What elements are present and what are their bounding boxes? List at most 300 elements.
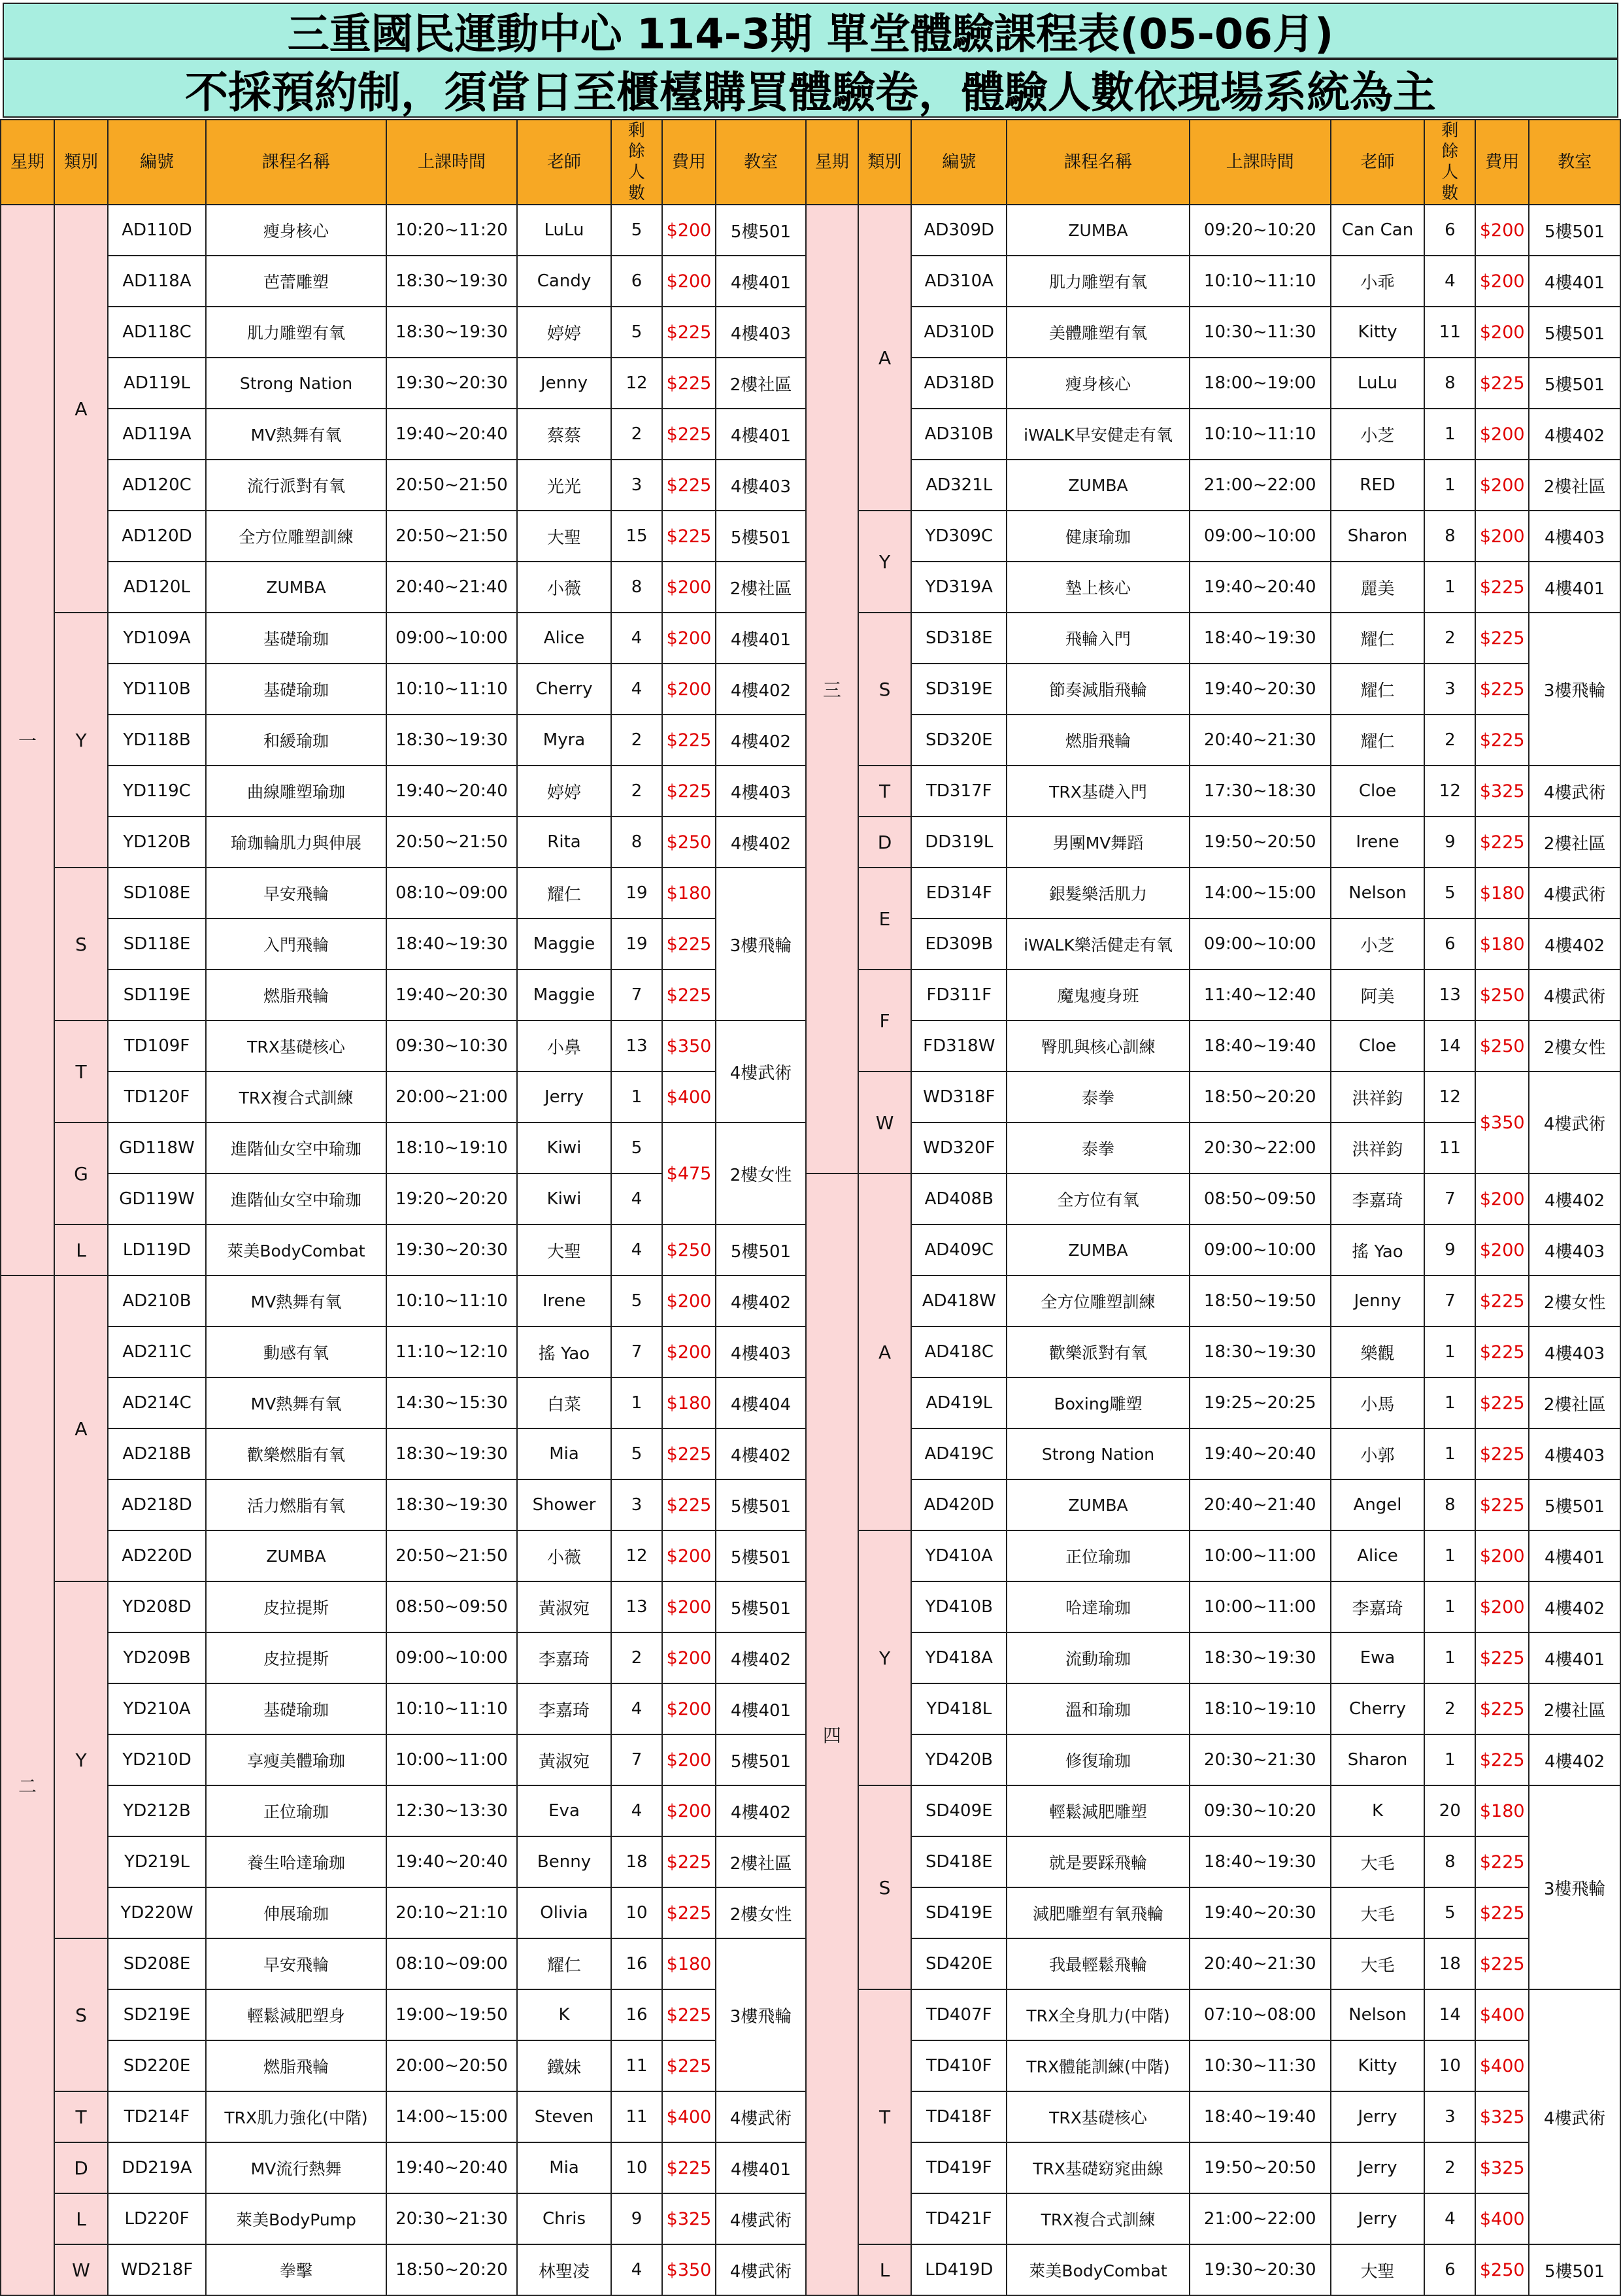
table-row xyxy=(1,868,806,919)
remaining-seats: 11 xyxy=(611,2040,662,2091)
course-name: iWALK樂活健走有氧 xyxy=(1007,919,1190,970)
fee-cell: $200 xyxy=(1475,460,1529,511)
fee-cell: $400 xyxy=(1475,1989,1529,2040)
course-name: TRX複合式訓練 xyxy=(206,1072,386,1123)
course-time: 09:30~10:30 xyxy=(386,1021,517,1072)
course-code: TD109F xyxy=(108,1021,206,1072)
table-row xyxy=(806,409,1620,460)
room-cell: 4樓402 xyxy=(1529,1734,1620,1785)
page-subtitle: 不採預約制，須當日至櫃檯購買體驗卷，體驗人數依現場系統為主 xyxy=(3,59,1618,118)
course-code: AD214C xyxy=(108,1377,206,1428)
fee-cell: $400 xyxy=(1475,2040,1529,2091)
fee-cell: $225 xyxy=(662,1887,716,1938)
course-time: 14:00~15:00 xyxy=(1190,868,1331,919)
room-cell: 5樓501 xyxy=(716,1530,806,1581)
table-row xyxy=(1,664,806,715)
course-code: SD319E xyxy=(911,664,1007,715)
course-time: 10:10~11:10 xyxy=(386,1683,517,1734)
category-cell: F xyxy=(858,970,912,1072)
table-row xyxy=(806,868,1620,919)
table-row xyxy=(806,817,1620,868)
remaining-seats: 4 xyxy=(611,1683,662,1734)
course-code: AD119A xyxy=(108,409,206,460)
remaining-seats: 8 xyxy=(611,562,662,613)
table-row xyxy=(1,1326,806,1377)
course-name: 正位瑜珈 xyxy=(206,1785,386,1836)
course-name: 早安飛輪 xyxy=(206,1938,386,1989)
course-code: YD418A xyxy=(911,1632,1007,1683)
table-row xyxy=(806,664,1620,715)
course-code: ED309B xyxy=(911,919,1007,970)
course-time: 19:50~20:50 xyxy=(1190,2142,1331,2193)
teacher-name: Kitty xyxy=(1331,2040,1425,2091)
weekday-cell: 三 xyxy=(806,205,858,1173)
remaining-seats: 18 xyxy=(611,1836,662,1887)
course-time: 20:00~21:00 xyxy=(386,1072,517,1123)
course-code: SD118E xyxy=(108,919,206,970)
course-name: 修復瑜珈 xyxy=(1007,1734,1190,1785)
teacher-name: Cherry xyxy=(517,664,611,715)
course-time: 09:20~10:20 xyxy=(1190,205,1331,256)
table-row xyxy=(1,919,806,970)
table-row xyxy=(1,1989,806,2040)
course-code: TD317F xyxy=(911,766,1007,817)
category-cell: A xyxy=(54,205,108,613)
page-title: 三重國民運動中心 114-3期 單堂體驗課程表(05-06月) xyxy=(3,3,1618,59)
course-code: SD220E xyxy=(108,2040,206,2091)
course-name: 我最輕鬆飛輪 xyxy=(1007,1938,1190,1989)
category-cell: Y xyxy=(54,1581,108,1938)
course-code: AD218D xyxy=(108,1479,206,1530)
teacher-name: 大聖 xyxy=(517,511,611,562)
course-time: 20:50~21:50 xyxy=(386,511,517,562)
room-cell: 4樓402 xyxy=(716,1785,806,1836)
remaining-seats: 11 xyxy=(1424,1123,1475,1173)
remaining-seats: 10 xyxy=(611,1887,662,1938)
course-code: YD209B xyxy=(108,1632,206,1683)
remaining-seats: 9 xyxy=(1424,1224,1475,1275)
fee-cell: $250 xyxy=(1475,970,1529,1021)
course-name: 進階仙女空中瑜珈 xyxy=(206,1173,386,1224)
course-name: 飛輪入門 xyxy=(1007,613,1190,664)
course-name: 就是要踩飛輪 xyxy=(1007,1836,1190,1887)
course-name: 全方位有氧 xyxy=(1007,1173,1190,1224)
course-time: 20:30~22:00 xyxy=(1190,1123,1331,1173)
course-time: 20:00~20:50 xyxy=(386,2040,517,2091)
category-cell: E xyxy=(858,868,912,970)
course-code: TD410F xyxy=(911,2040,1007,2091)
fee-cell: $200 xyxy=(662,1785,716,1836)
header-category: 類別 xyxy=(858,120,912,205)
table-row xyxy=(806,1785,1620,1836)
room-cell: 5樓501 xyxy=(716,1479,806,1530)
course-name: 進階仙女空中瑜珈 xyxy=(206,1123,386,1173)
course-name: 拳擊 xyxy=(206,2244,386,2295)
course-code: YD410B xyxy=(911,1581,1007,1632)
course-time: 20:50~21:50 xyxy=(386,460,517,511)
room-cell: 4樓401 xyxy=(716,1683,806,1734)
fee-cell: $200 xyxy=(662,1683,716,1734)
remaining-seats: 4 xyxy=(611,2244,662,2295)
fee-cell: $475 xyxy=(662,1123,716,1224)
course-name: 歡樂燃脂有氧 xyxy=(206,1428,386,1479)
course-code: TD214F xyxy=(108,2091,206,2142)
fee-cell: $225 xyxy=(1475,1479,1529,1530)
teacher-name: Cherry xyxy=(1331,1683,1425,1734)
course-code: SD419E xyxy=(911,1887,1007,1938)
course-name: 瑜珈輪肌力與伸展 xyxy=(206,817,386,868)
course-name: 銀髮樂活肌力 xyxy=(1007,868,1190,919)
table-row xyxy=(1,1734,806,1785)
fee-cell: $225 xyxy=(1475,1326,1529,1377)
remaining-seats: 11 xyxy=(1424,307,1475,358)
course-time: 20:10~21:10 xyxy=(386,1887,517,1938)
course-code: AD321L xyxy=(911,460,1007,511)
teacher-name: 洪祥鈞 xyxy=(1331,1072,1425,1123)
remaining-seats: 16 xyxy=(611,1938,662,1989)
course-code: AD419L xyxy=(911,1377,1007,1428)
course-code: AD310B xyxy=(911,409,1007,460)
remaining-seats: 1 xyxy=(611,1377,662,1428)
course-name: 輕鬆減肥塑身 xyxy=(206,1989,386,2040)
category-cell: A xyxy=(54,1275,108,1581)
teacher-name: 小鼻 xyxy=(517,1021,611,1072)
course-time: 19:50~20:50 xyxy=(1190,817,1331,868)
course-name: TRX肌力強化(中階) xyxy=(206,2091,386,2142)
course-code: AD420D xyxy=(911,1479,1007,1530)
fee-cell: $200 xyxy=(1475,1173,1529,1224)
course-time: 10:30~11:30 xyxy=(1190,307,1331,358)
room-cell: 4樓403 xyxy=(1529,1428,1620,1479)
category-cell: A xyxy=(858,1173,912,1530)
category-cell: T xyxy=(858,766,912,817)
fee-cell: $200 xyxy=(1475,256,1529,307)
fee-cell: $200 xyxy=(662,562,716,613)
course-code: LD419D xyxy=(911,2244,1007,2295)
course-time: 18:30~19:30 xyxy=(386,715,517,766)
course-name: 正位瑜珈 xyxy=(1007,1530,1190,1581)
course-name: 曲線雕塑瑜珈 xyxy=(206,766,386,817)
fee-cell: $225 xyxy=(1475,664,1529,715)
course-name: 萊美BodyCombat xyxy=(206,1224,386,1275)
room-cell: 4樓402 xyxy=(1529,1173,1620,1224)
teacher-name: 耀仁 xyxy=(1331,664,1425,715)
course-time: 18:10~19:10 xyxy=(1190,1683,1331,1734)
teacher-name: 蔡蔡 xyxy=(517,409,611,460)
course-name: 哈達瑜珈 xyxy=(1007,1581,1190,1632)
room-cell: 4樓401 xyxy=(716,613,806,664)
table-row xyxy=(806,511,1620,562)
room-cell: 4樓402 xyxy=(1529,409,1620,460)
room-cell: 4樓404 xyxy=(716,1377,806,1428)
course-name: 養生哈達瑜珈 xyxy=(206,1836,386,1887)
remaining-seats: 1 xyxy=(1424,562,1475,613)
teacher-name: 阿美 xyxy=(1331,970,1425,1021)
remaining-seats: 14 xyxy=(1424,1989,1475,2040)
category-cell: Y xyxy=(858,1530,912,1785)
course-name: Boxing雕塑 xyxy=(1007,1377,1190,1428)
course-code: GD118W xyxy=(108,1123,206,1173)
room-cell: 4樓402 xyxy=(716,1632,806,1683)
remaining-seats: 5 xyxy=(611,1275,662,1326)
remaining-seats: 9 xyxy=(611,2193,662,2244)
fee-cell: $200 xyxy=(1475,205,1529,256)
table-row xyxy=(1,2091,806,2142)
course-time: 09:00~10:00 xyxy=(1190,1224,1331,1275)
fee-cell: $225 xyxy=(662,1989,716,2040)
course-time: 18:30~19:30 xyxy=(1190,1326,1331,1377)
course-time: 18:50~20:20 xyxy=(1190,1072,1331,1123)
remaining-seats: 10 xyxy=(1424,2040,1475,2091)
fee-cell: $225 xyxy=(1475,1428,1529,1479)
fee-cell: $225 xyxy=(1475,1377,1529,1428)
remaining-seats: 6 xyxy=(1424,205,1475,256)
course-code: WD320F xyxy=(911,1123,1007,1173)
course-code: AD418C xyxy=(911,1326,1007,1377)
header-room: 教室 xyxy=(716,120,806,205)
remaining-seats: 7 xyxy=(611,1326,662,1377)
teacher-name: Irene xyxy=(517,1275,611,1326)
fee-cell: $225 xyxy=(662,1428,716,1479)
course-code: YD319A xyxy=(911,562,1007,613)
table-row xyxy=(806,1938,1620,1989)
course-time: 20:40~21:40 xyxy=(386,562,517,613)
teacher-name: Jenny xyxy=(517,358,611,409)
course-code: AD309D xyxy=(911,205,1007,256)
room-cell: 2樓女性 xyxy=(1529,1275,1620,1326)
header-weekday: 星期 xyxy=(1,120,54,205)
course-time: 18:50~19:50 xyxy=(1190,1275,1331,1326)
table-row xyxy=(806,1887,1620,1938)
table-row xyxy=(806,715,1620,766)
teacher-name: Myra xyxy=(517,715,611,766)
course-name: Strong Nation xyxy=(1007,1428,1190,1479)
remaining-seats: 1 xyxy=(611,1072,662,1123)
teacher-name: Ewa xyxy=(1331,1632,1425,1683)
fee-cell: $225 xyxy=(1475,817,1529,868)
course-time: 19:40~20:30 xyxy=(1190,664,1331,715)
teacher-name: 耀仁 xyxy=(517,868,611,919)
course-code: YD109A xyxy=(108,613,206,664)
remaining-seats: 1 xyxy=(1424,1581,1475,1632)
teacher-name: Cloe xyxy=(1331,766,1425,817)
teacher-name: Maggie xyxy=(517,919,611,970)
header-category: 類別 xyxy=(54,120,108,205)
remaining-seats: 4 xyxy=(611,1785,662,1836)
header-time: 上課時間 xyxy=(1190,120,1331,205)
room-cell: 4樓武術 xyxy=(716,2193,806,2244)
course-time: 18:00~19:00 xyxy=(1190,358,1331,409)
remaining-seats: 3 xyxy=(611,460,662,511)
course-time: 10:00~11:00 xyxy=(1190,1530,1331,1581)
fee-cell: $225 xyxy=(662,766,716,817)
teacher-name: LuLu xyxy=(1331,358,1425,409)
course-name: 伸展瑜珈 xyxy=(206,1887,386,1938)
course-name: 減肥雕塑有氧飛輪 xyxy=(1007,1887,1190,1938)
course-code: AD211C xyxy=(108,1326,206,1377)
teacher-name: 耀仁 xyxy=(517,1938,611,1989)
table-row xyxy=(1,562,806,613)
table-row xyxy=(1,817,806,868)
course-code: AD110D xyxy=(108,205,206,256)
teacher-name: 黃淑宛 xyxy=(517,1734,611,1785)
header-remaining: 剩餘人數 xyxy=(611,120,662,205)
course-name: 肌力雕塑有氧 xyxy=(206,307,386,358)
table-row xyxy=(806,1632,1620,1683)
remaining-seats: 1 xyxy=(1424,409,1475,460)
room-cell: 4樓401 xyxy=(1529,1632,1620,1683)
fee-cell: $225 xyxy=(662,2040,716,2091)
table-row xyxy=(1,1021,806,1072)
table-row xyxy=(1,766,806,817)
course-name: 燃脂飛輪 xyxy=(206,970,386,1021)
teacher-name: 李嘉琦 xyxy=(517,1632,611,1683)
course-name: 流動瑜珈 xyxy=(1007,1632,1190,1683)
course-time: 19:30~20:30 xyxy=(386,358,517,409)
course-time: 10:10~11:10 xyxy=(386,664,517,715)
table-row xyxy=(1,1581,806,1632)
remaining-seats: 5 xyxy=(1424,868,1475,919)
table-row xyxy=(1,1887,806,1938)
table-row xyxy=(1,613,806,664)
course-time: 09:00~10:00 xyxy=(1190,511,1331,562)
room-cell: 4樓401 xyxy=(1529,256,1620,307)
room-cell: 3樓飛輪 xyxy=(716,868,806,1021)
course-code: AD310A xyxy=(911,256,1007,307)
course-code: TD419F xyxy=(911,2142,1007,2193)
teacher-name: 小芝 xyxy=(1331,409,1425,460)
table-row xyxy=(1,1683,806,1734)
room-cell: 4樓402 xyxy=(716,1428,806,1479)
table-row xyxy=(806,307,1620,358)
header-teacher: 老師 xyxy=(1331,120,1425,205)
room-cell: 4樓武術 xyxy=(716,2091,806,2142)
room-cell: 4樓402 xyxy=(716,715,806,766)
table-row xyxy=(806,2244,1620,2295)
room-cell: 4樓403 xyxy=(1529,1224,1620,1275)
course-name: 芭蕾雕塑 xyxy=(206,256,386,307)
course-code: AD120C xyxy=(108,460,206,511)
room-cell: 4樓武術 xyxy=(1529,1072,1620,1173)
course-code: LD119D xyxy=(108,1224,206,1275)
table-row xyxy=(806,970,1620,1021)
course-name: ZUMBA xyxy=(206,1530,386,1581)
course-name: MV流行熱舞 xyxy=(206,2142,386,2193)
course-code: AD120L xyxy=(108,562,206,613)
room-cell: 2樓社區 xyxy=(1529,460,1620,511)
course-time: 11:10~12:10 xyxy=(386,1326,517,1377)
fee-cell: $225 xyxy=(1475,358,1529,409)
category-cell: G xyxy=(54,1123,108,1224)
fee-cell: $180 xyxy=(662,1377,716,1428)
fee-cell: $200 xyxy=(662,1530,716,1581)
course-time: 10:00~11:00 xyxy=(1190,1581,1331,1632)
course-time: 19:40~20:30 xyxy=(1190,1887,1331,1938)
table-row xyxy=(806,1275,1620,1326)
course-name: 基礎瑜珈 xyxy=(206,1683,386,1734)
remaining-seats: 2 xyxy=(611,409,662,460)
room-cell: 5樓501 xyxy=(716,1734,806,1785)
fee-cell: $225 xyxy=(662,511,716,562)
course-name: TRX基礎窈窕曲線 xyxy=(1007,2142,1190,2193)
course-time: 18:40~19:30 xyxy=(1190,1836,1331,1887)
room-cell: 4樓武術 xyxy=(716,2244,806,2295)
table-row xyxy=(806,1072,1620,1123)
table-row xyxy=(806,2142,1620,2193)
fee-cell: $225 xyxy=(1475,715,1529,766)
teacher-name: 婷婷 xyxy=(517,307,611,358)
table-row xyxy=(806,2091,1620,2142)
course-time: 10:10~11:10 xyxy=(386,1275,517,1326)
course-time: 19:40~20:40 xyxy=(386,2142,517,2193)
remaining-seats: 13 xyxy=(1424,970,1475,1021)
course-time: 19:40~20:30 xyxy=(386,970,517,1021)
fee-cell: $200 xyxy=(662,1275,716,1326)
teacher-name: 鐵妹 xyxy=(517,2040,611,2091)
course-name: 臀肌與核心訓練 xyxy=(1007,1021,1190,1072)
course-code: DD219A xyxy=(108,2142,206,2193)
table-row xyxy=(806,1479,1620,1530)
remaining-seats: 14 xyxy=(1424,1021,1475,1072)
course-code: LD220F xyxy=(108,2193,206,2244)
table-row xyxy=(1,256,806,307)
course-code: SD418E xyxy=(911,1836,1007,1887)
teacher-name: Angel xyxy=(1331,1479,1425,1530)
course-name: ZUMBA xyxy=(1007,1224,1190,1275)
fee-cell: $350 xyxy=(662,2244,716,2295)
fee-cell: $180 xyxy=(662,868,716,919)
remaining-seats: 4 xyxy=(611,613,662,664)
table-row xyxy=(806,1173,1620,1224)
remaining-seats: 2 xyxy=(1424,1683,1475,1734)
course-code: AD318D xyxy=(911,358,1007,409)
remaining-seats: 5 xyxy=(611,1123,662,1173)
fee-cell: $180 xyxy=(1475,868,1529,919)
course-time: 20:50~21:50 xyxy=(386,817,517,868)
course-name: 魔鬼瘦身班 xyxy=(1007,970,1190,1021)
course-code: SD320E xyxy=(911,715,1007,766)
course-code: SD219E xyxy=(108,1989,206,2040)
remaining-seats: 2 xyxy=(611,766,662,817)
header-room: 教室 xyxy=(1529,120,1620,205)
category-cell: S xyxy=(54,868,108,1021)
table-row xyxy=(806,1683,1620,1734)
course-time: 21:00~22:00 xyxy=(1190,460,1331,511)
remaining-seats: 8 xyxy=(1424,1836,1475,1887)
table-row xyxy=(1,1224,806,1275)
course-code: AD120D xyxy=(108,511,206,562)
remaining-seats: 3 xyxy=(1424,2091,1475,2142)
course-time: 19:40~20:40 xyxy=(386,1836,517,1887)
course-time: 20:30~21:30 xyxy=(386,2193,517,2244)
course-name: 歡樂派對有氧 xyxy=(1007,1326,1190,1377)
fee-cell: $225 xyxy=(1475,1836,1529,1887)
fee-cell: $225 xyxy=(1475,1734,1529,1785)
remaining-seats: 8 xyxy=(1424,511,1475,562)
remaining-seats: 1 xyxy=(1424,1632,1475,1683)
table-row xyxy=(1,1530,806,1581)
course-name: 墊上核心 xyxy=(1007,562,1190,613)
room-cell: 4樓403 xyxy=(1529,1326,1620,1377)
course-time: 20:40~21:30 xyxy=(1190,1938,1331,1989)
header-code: 編號 xyxy=(911,120,1007,205)
teacher-name: Cloe xyxy=(1331,1021,1425,1072)
remaining-seats: 6 xyxy=(611,256,662,307)
fee-cell: $200 xyxy=(1475,1581,1529,1632)
room-cell: 4樓401 xyxy=(1529,1530,1620,1581)
fee-cell: $200 xyxy=(662,664,716,715)
header-row xyxy=(806,120,1620,205)
